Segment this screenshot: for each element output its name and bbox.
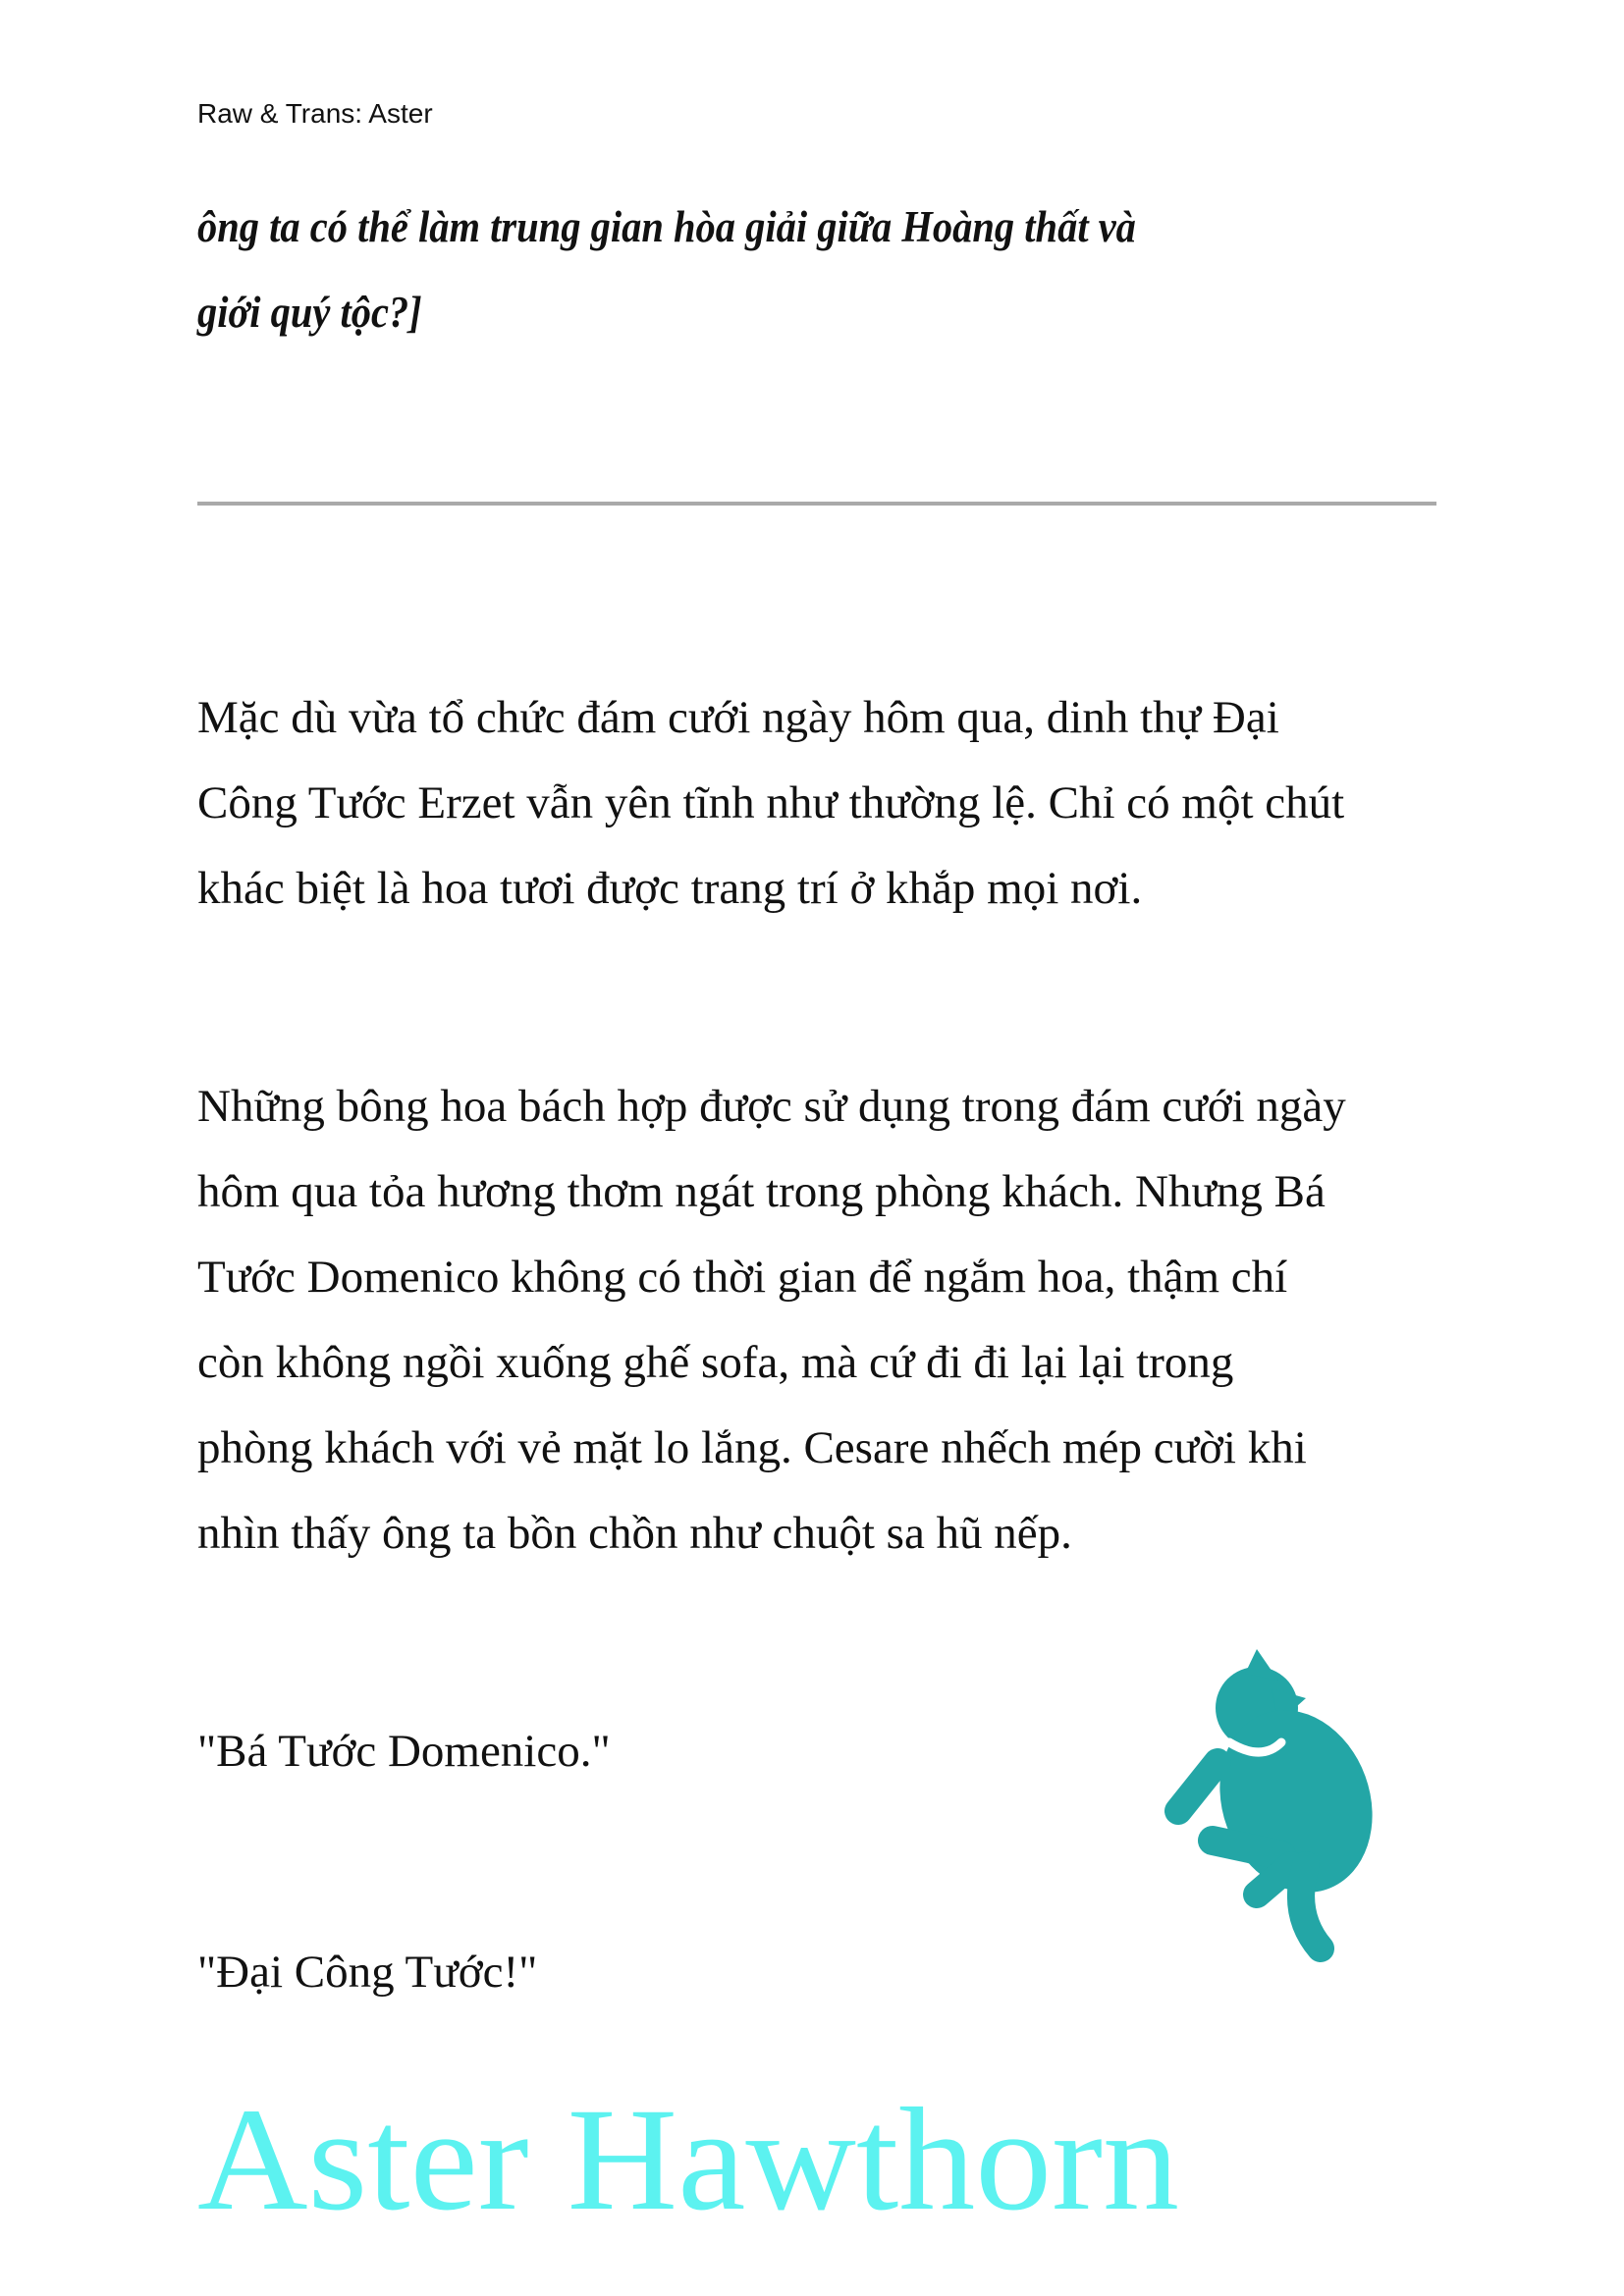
paragraph-line: phòng khách với vẻ mặt lo lắng. Cesare nhếch mép cười khi — [197, 1422, 1307, 1473]
dialogue-line: "Bá Tước Domenico." — [197, 1726, 611, 1777]
paragraph-line: Mặc dù vừa tổ chức đám cưới ngày hôm qua, dinh thự Đại — [197, 692, 1279, 743]
dialogue-line: "Đại Công Tước!" — [197, 1947, 538, 1998]
paragraph-line: còn không ngồi xuống ghế sofa, mà cứ đi đi lại lại trong — [197, 1337, 1234, 1388]
paragraph-line: khác biệt là hoa tươi được trang trí ở khắp mọi nơi. — [197, 863, 1143, 914]
watermark-text: Aster Hawthorn — [197, 2078, 1179, 2241]
paragraph-line: hôm qua tỏa hương thơm ngát trong phòng khách. Nhưng Bá — [197, 1166, 1326, 1217]
paragraph-line: nhìn thấy ông ta bồn chồn như chuột sa hũ nếp. — [197, 1508, 1072, 1559]
heading-line: giới quý tộc?] — [197, 288, 422, 337]
divider — [197, 502, 1436, 506]
heading-line: ông ta có thể làm trung gian hòa giải giữa Hoàng thất và — [197, 202, 1136, 251]
paragraph-line: Tước Domenico không có thời gian để ngắm hoa, thậm chí — [197, 1252, 1288, 1303]
cat-icon — [1178, 1649, 1397, 1949]
paragraph-line: Công Tước Erzet vẫn yên tĩnh như thường lệ. Chỉ có một chút — [197, 777, 1345, 828]
translator-credit: Raw & Trans: Aster — [197, 98, 433, 129]
paragraph-line: Những bông hoa bách hợp được sử dụng trong đám cưới ngày — [197, 1081, 1346, 1132]
